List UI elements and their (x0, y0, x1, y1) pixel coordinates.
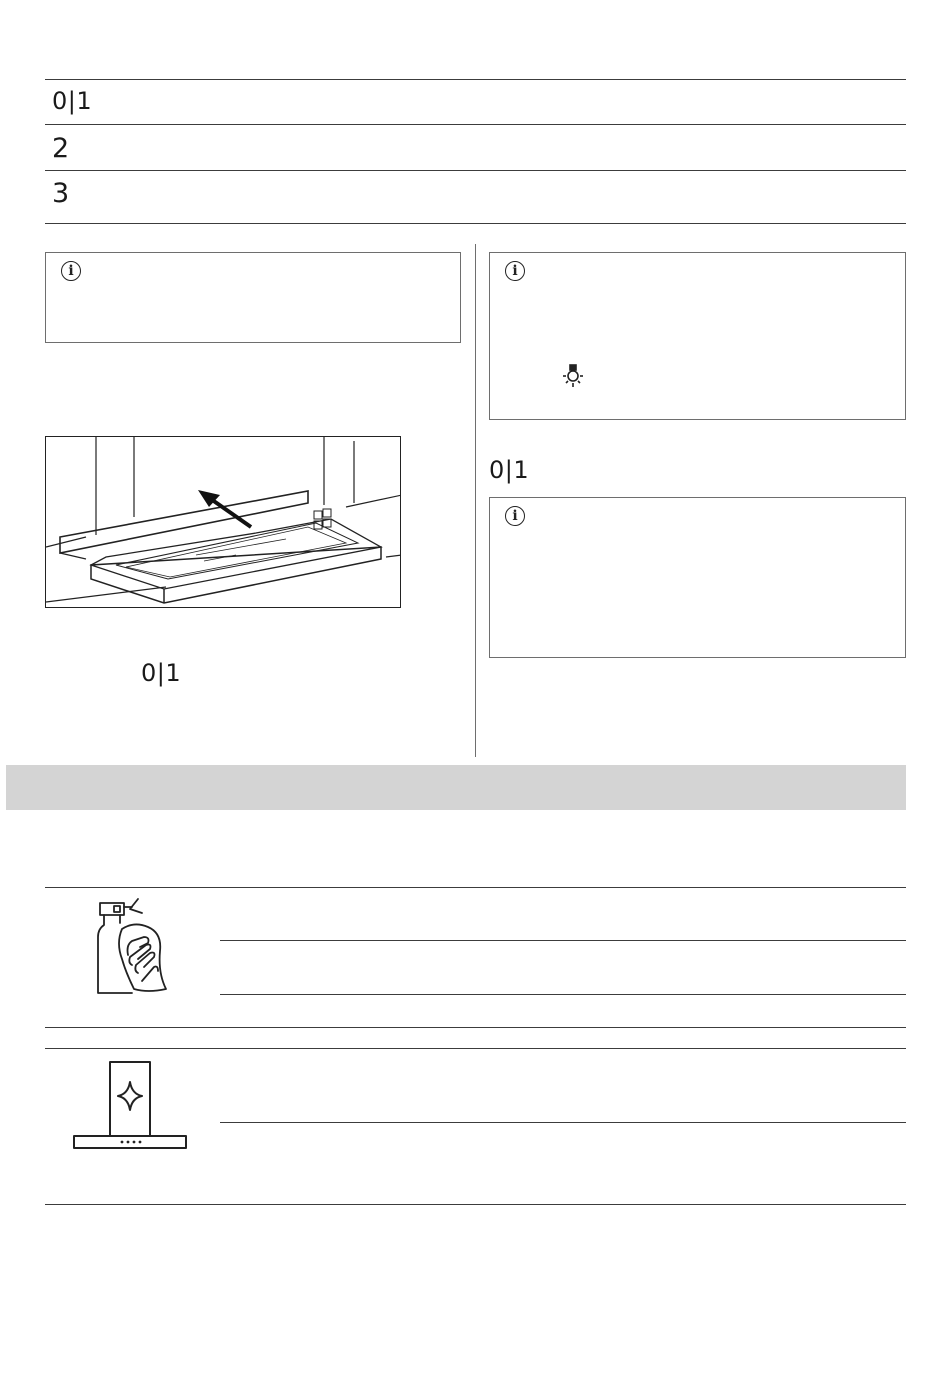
key-table-bottom-line (45, 223, 906, 224)
lamp-icon (560, 363, 586, 389)
column-divider (475, 244, 476, 757)
key-symbol-0-1: 0|1 (52, 87, 93, 115)
info-icon: i (505, 506, 525, 526)
clean-hood-icon (70, 1060, 190, 1152)
info-icon: i (505, 261, 525, 281)
key-table-top-line (45, 79, 906, 80)
key-table-line-2 (45, 170, 906, 171)
care-row1-inner-line-1 (220, 940, 906, 941)
care-table-top-line (45, 887, 906, 888)
info-icon: i (61, 261, 81, 281)
care-table-bottom-line (45, 1204, 906, 1205)
care-row2-inner-line (220, 1122, 906, 1123)
right-section-symbol-0-1: 0|1 (489, 456, 530, 484)
key-symbol-2: 2 (52, 133, 70, 164)
left-step-symbol-0-1: 0|1 (141, 659, 182, 687)
key-symbol-3: 3 (52, 178, 70, 209)
care-table-mid-line-1 (45, 1027, 906, 1028)
hood-extend-figure (45, 436, 401, 608)
care-row1-inner-line-2 (220, 994, 906, 995)
care-table-mid-line-2 (45, 1048, 906, 1049)
left-info-note (45, 252, 461, 343)
key-table-line-1 (45, 124, 906, 125)
section-heading-bar (6, 765, 906, 810)
right-info-note-2 (489, 497, 906, 658)
right-info-note-1 (489, 252, 906, 420)
spray-cleaning-icon (88, 893, 172, 997)
cooker-hood-extend-drawing (46, 437, 401, 608)
